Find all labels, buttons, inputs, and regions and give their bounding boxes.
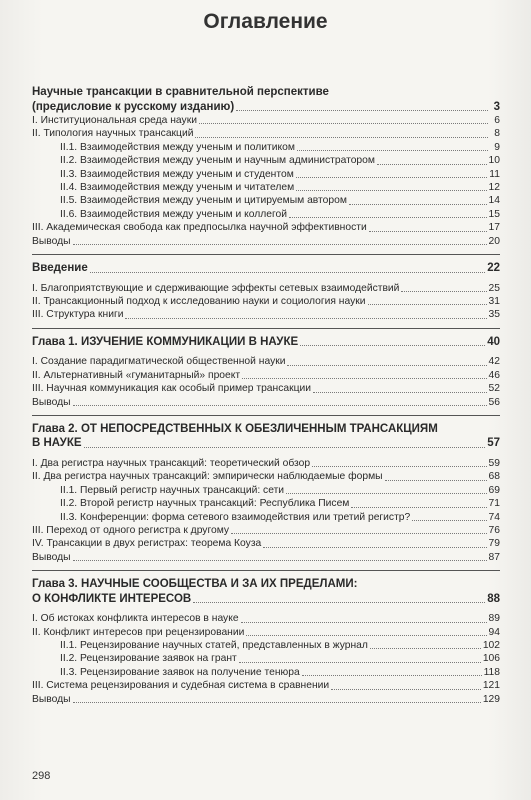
dot-leader — [377, 164, 487, 165]
toc-entry-title: I. Институциональная среда науки — [32, 115, 197, 126]
dot-leader — [193, 602, 485, 603]
section-divider — [32, 415, 500, 416]
toc-entry — [32, 626, 500, 639]
toc-entry — [32, 181, 500, 194]
dot-leader — [297, 150, 488, 151]
toc-page-number: 40 — [487, 335, 500, 348]
toc-entry-title: I. Благоприятствующие и сдерживающие эффекты сетевых взаимодействий — [32, 282, 400, 294]
toc-entry — [32, 396, 500, 409]
toc-entry-title: II.3. Взаимодействия между ученым и студентом — [60, 168, 294, 180]
page-number: 298 — [32, 770, 51, 782]
toc-heading-text: Введение — [32, 262, 88, 275]
toc-entry-title: II.2. Взаимодействия между ученым и научным администратором — [60, 155, 375, 167]
toc-page-number: 76 — [488, 524, 500, 536]
toc-entry-title: III. Академическая свобода как предпосылка научной эффективности — [32, 222, 367, 234]
toc-section-chapter-1 — [32, 335, 500, 409]
dot-leader — [287, 365, 486, 366]
toc-page-number: 8 — [494, 128, 500, 140]
dot-leader — [73, 405, 487, 406]
toc-entry-title: II.1. Рецензирование научных статей, представленных в журнал — [60, 639, 368, 651]
toc-page-number: 46 — [488, 369, 500, 381]
section-divider — [32, 570, 500, 571]
toc-section-preface — [32, 85, 500, 248]
toc-heading-text: (предисловие к русскому изданию) — [32, 100, 235, 113]
toc-page-number: 88 — [487, 592, 500, 605]
toc-page-number: 74 — [488, 511, 500, 523]
toc-entry — [32, 295, 500, 308]
toc-heading-line: Глава 2. ОТ НЕПОСРЕДСТВЕННЫХ К ОБЕЗЛИЧЕННЫМ ТРАНСАКЦИЯМ — [32, 422, 438, 435]
toc-entry — [32, 666, 500, 679]
toc-entry-title: Выводы — [32, 396, 71, 408]
toc-entry-list — [32, 612, 500, 706]
dot-leader — [296, 190, 486, 191]
dot-leader — [286, 493, 486, 494]
toc-page-number: 10 — [488, 155, 500, 167]
toc-entry — [32, 382, 500, 395]
dot-leader — [368, 304, 487, 305]
dot-leader — [242, 378, 486, 379]
toc-page-number: 42 — [488, 356, 500, 368]
toc-heading-line: Глава 3. НАУЧНЫЕ СООБЩЕСТВА И ЗА ИХ ПРЕДЕЛАМИ: — [32, 578, 358, 591]
toc-entry — [32, 208, 500, 221]
dot-leader — [236, 110, 488, 111]
toc-heading-text: Глава 1. ИЗУЧЕНИЕ КОММУНИКАЦИИ В НАУКЕ — [32, 335, 299, 348]
toc-entry — [32, 524, 500, 537]
toc-entry-title: Выводы — [32, 551, 71, 563]
toc-page-number: 121 — [482, 680, 500, 692]
dot-leader — [263, 547, 486, 548]
toc-entry-title: II.3. Рецензирование заявок на получение тенюрa — [60, 666, 300, 678]
table-of-contents — [32, 85, 500, 706]
toc-page-number: 6 — [494, 115, 500, 126]
toc-entry — [32, 194, 500, 207]
toc-entry — [32, 141, 500, 154]
page-title: Оглавление — [203, 10, 328, 33]
toc-entry-list — [32, 282, 500, 322]
toc-page-number: 87 — [488, 551, 500, 563]
toc-page-number: 94 — [488, 626, 500, 638]
toc-entry — [32, 551, 500, 564]
toc-entry-title: I. Два регистра научных трансакций: теоретический обзор — [32, 457, 311, 469]
dot-leader — [331, 689, 481, 690]
toc-entry — [32, 457, 500, 470]
toc-entry-list — [32, 114, 500, 248]
toc-heading — [32, 261, 500, 276]
toc-entry-title: III. Структура книги — [32, 309, 124, 321]
toc-entry-title: II.6. Взаимодействия между ученым и коллегой — [60, 208, 288, 220]
toc-heading-text: О КОНФЛИКТЕ ИНТЕРЕСОВ — [32, 592, 192, 605]
toc-page-number: 22 — [487, 262, 500, 275]
toc-entry — [32, 693, 500, 706]
toc-entry-title: II.2. Второй регистр научных трансакций: Республика Писем — [60, 498, 350, 510]
toc-entry — [32, 221, 500, 234]
toc-entry — [32, 235, 500, 248]
toc-page-number: 102 — [482, 639, 500, 651]
dot-leader — [90, 272, 485, 273]
toc-page-number: 14 — [488, 195, 500, 207]
toc-heading — [32, 592, 500, 607]
toc-heading — [32, 100, 500, 115]
toc-entry-title: III. Переход от одного регистра к другому — [32, 524, 230, 536]
toc-entry — [32, 154, 500, 167]
toc-entry — [32, 511, 500, 524]
toc-entry-title: II. Конфликт интересов при рецензировании — [32, 626, 245, 638]
toc-entry-title: I. Создание парадигматической общественной науки — [32, 356, 286, 368]
toc-page-number: 69 — [488, 484, 500, 496]
dot-leader — [349, 204, 487, 205]
toc-entry-title: II. Два регистра научных трансакций: эмпирически наблюдаемые формы — [32, 471, 383, 483]
toc-page-number: 3 — [493, 100, 500, 113]
toc-page-number: 129 — [482, 693, 500, 705]
toc-entry-title: III. Система рецензирования и судебная система в сравнении — [32, 680, 330, 692]
toc-entry-list — [32, 457, 500, 564]
toc-page-number: 15 — [488, 208, 500, 220]
toc-page-number: 31 — [488, 295, 500, 307]
toc-entry — [32, 497, 500, 510]
toc-entry — [32, 679, 500, 692]
dot-leader — [370, 648, 481, 649]
toc-entry-title: II.5. Взаимодействия между ученым и цитируемым автором — [60, 195, 347, 207]
toc-entry — [32, 369, 500, 382]
toc-entry — [32, 612, 500, 625]
toc-page-number: 106 — [482, 653, 500, 665]
toc-entry — [32, 355, 500, 368]
toc-entry-title: II. Альтернативный «гуманитарный» проект — [32, 369, 241, 381]
toc-page-number: 25 — [488, 282, 500, 294]
section-divider — [32, 328, 500, 329]
toc-page-number: 89 — [488, 613, 500, 625]
toc-section-chapter-2 — [32, 422, 500, 564]
toc-entry — [32, 484, 500, 497]
dot-leader — [296, 177, 488, 178]
toc-entry-title: II.1. Первый регистр научных трансакций: сети — [60, 484, 285, 496]
toc-entry — [32, 168, 500, 181]
toc-page-number: 59 — [488, 457, 500, 469]
toc-heading-text: В НАУКЕ — [32, 437, 82, 450]
toc-entry-title: II. Типология научных трансакций — [32, 128, 194, 140]
dot-leader — [313, 392, 487, 393]
dot-leader — [412, 520, 486, 521]
toc-section-intro — [32, 261, 500, 322]
toc-entry — [32, 639, 500, 652]
dot-leader — [246, 635, 486, 636]
toc-entry-title: II.3. Конференции: форма сетевого взаимодействия или третий регистр? — [60, 511, 411, 523]
dot-leader — [199, 123, 488, 124]
dot-leader — [289, 217, 486, 218]
toc-page-number: 11 — [489, 168, 500, 180]
toc-page-number: 79 — [488, 538, 500, 550]
dot-leader — [369, 231, 487, 232]
dot-leader — [231, 533, 486, 534]
toc-entry — [32, 470, 500, 483]
toc-entry — [32, 282, 500, 295]
toc-entry — [32, 652, 500, 665]
toc-page-number: 57 — [487, 437, 500, 450]
toc-page-number: 35 — [488, 309, 500, 321]
toc-page-number: 118 — [483, 666, 500, 678]
dot-leader — [300, 345, 485, 346]
toc-page-number: 52 — [488, 383, 500, 395]
toc-entry — [32, 127, 500, 140]
toc-page-number: 68 — [488, 471, 500, 483]
toc-page-number: 17 — [488, 222, 500, 234]
dot-leader — [239, 662, 481, 663]
dot-leader — [401, 291, 486, 292]
toc-page-number: 20 — [488, 235, 500, 247]
toc-entry-title: II.1. Взаимодействия между ученым и политиком — [60, 141, 295, 153]
toc-entry — [32, 308, 500, 321]
toc-page-number: 12 — [488, 182, 500, 194]
toc-page-number: 71 — [488, 498, 500, 510]
toc-entry-title: Выводы — [32, 235, 71, 247]
dot-leader — [302, 675, 482, 676]
dot-leader — [195, 137, 488, 138]
toc-heading-line: Научные трансакции в сравнительной перспективе — [32, 86, 329, 98]
toc-page-number: 56 — [488, 396, 500, 408]
section-divider — [32, 254, 500, 255]
toc-entry-title: II.4. Взаимодействия между ученым и читателем — [60, 182, 295, 194]
dot-leader — [385, 480, 487, 481]
dot-leader — [73, 702, 481, 703]
toc-entry — [32, 114, 500, 127]
toc-heading — [32, 335, 500, 350]
toc-entry-title: I. Об истоках конфликта интересов в науке — [32, 613, 239, 625]
dot-leader — [351, 507, 486, 508]
dot-leader — [312, 466, 486, 467]
dot-leader — [125, 318, 486, 319]
dot-leader — [73, 244, 487, 245]
toc-entry-title: III. Научная коммуникация как особый пример трансакции — [32, 383, 312, 395]
toc-entry-title: IV. Трансакции в двух регистрах: теорема Коуза — [32, 538, 262, 550]
toc-section-chapter-3 — [32, 577, 500, 706]
toc-entry-list — [32, 355, 500, 409]
toc-entry — [32, 537, 500, 550]
toc-page-number: 9 — [494, 141, 500, 153]
toc-entry-title: II. Трансакционный подход к исследованию науки и социология науки — [32, 295, 366, 307]
dot-leader — [241, 622, 487, 623]
toc-entry-title: Выводы — [32, 693, 71, 705]
dot-leader — [84, 447, 486, 448]
toc-heading — [32, 436, 500, 451]
toc-entry-title: II.2. Рецензирование заявок на грант — [60, 653, 237, 665]
dot-leader — [73, 560, 487, 561]
